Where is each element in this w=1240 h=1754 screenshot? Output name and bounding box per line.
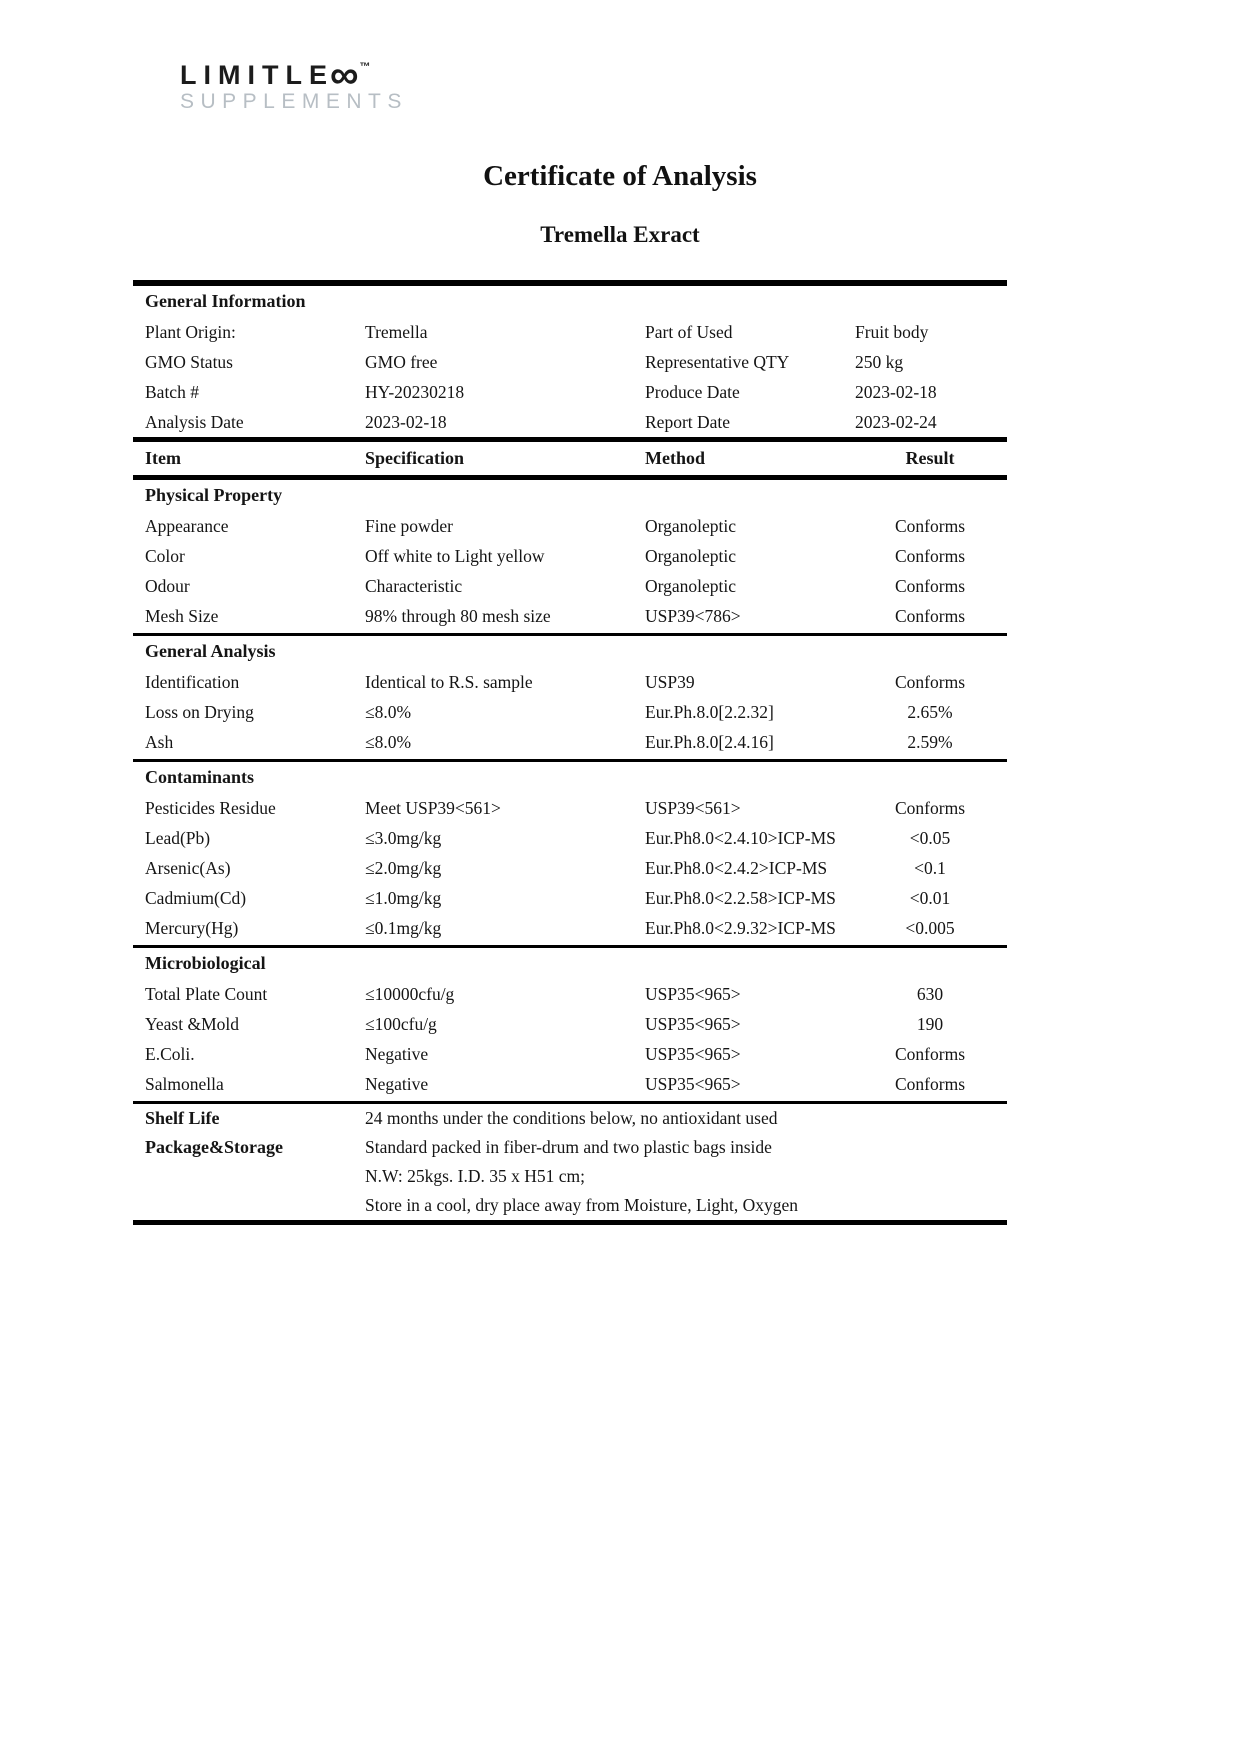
cell-result: <0.1 — [914, 858, 946, 878]
section-heading: General Analysis — [145, 641, 276, 661]
cell-specification: Meet USP39<561> — [365, 798, 501, 818]
cell-item: Yeast &Mold — [145, 1014, 240, 1034]
trademark-symbol: ™ — [359, 61, 371, 73]
info-value: 2023-02-18 — [855, 382, 937, 402]
footer-text: Store in a cool, dry place away from Moisture, Light, Oxygen — [365, 1195, 799, 1215]
cell-result: 2.65% — [907, 702, 953, 722]
info-value: Tremella — [365, 322, 428, 342]
cell-item: Color — [145, 546, 185, 566]
cell-method: Eur.Ph8.0<2.9.32>ICP-MS — [645, 918, 836, 938]
cell-specification: Identical to R.S. sample — [365, 672, 533, 692]
coa-table — [133, 280, 1007, 1225]
analysis-section — [133, 636, 1007, 759]
cell-specification: ≤3.0mg/kg — [365, 828, 442, 848]
info-label: Representative QTY — [645, 352, 790, 372]
analysis-section — [133, 762, 1007, 945]
cell-method: Eur.Ph.8.0[2.2.32] — [645, 702, 774, 722]
general-info-heading: General Information — [145, 291, 306, 311]
general-info-row — [133, 317, 1007, 347]
info-value: 2023-02-18 — [365, 412, 447, 432]
info-label: Batch # — [145, 382, 199, 402]
cell-result: Conforms — [895, 606, 965, 626]
analysis-section — [133, 480, 1007, 633]
cell-item: Ash — [145, 732, 174, 752]
document-title: Certificate of Analysis — [483, 160, 757, 192]
bottom-divider — [133, 1220, 1007, 1225]
info-label: Produce Date — [645, 382, 740, 402]
cell-specification: 98% through 80 mesh size — [365, 606, 551, 626]
info-value: 2023-02-24 — [855, 412, 937, 432]
table-row — [133, 853, 1007, 883]
info-value: Fruit body — [855, 322, 929, 342]
cell-result: Conforms — [895, 516, 965, 536]
cell-item: Pesticides Residue — [145, 798, 276, 818]
cell-result: Conforms — [895, 798, 965, 818]
cell-specification: ≤8.0% — [365, 732, 412, 752]
cell-method: USP39<561> — [645, 798, 741, 818]
cell-item: Total Plate Count — [145, 984, 268, 1004]
cell-item: E.Coli. — [145, 1044, 195, 1064]
cell-result: Conforms — [895, 1044, 965, 1064]
info-value: GMO free — [365, 352, 438, 372]
infinity-icon: ∞ — [329, 53, 359, 97]
footer-row — [133, 1104, 1007, 1133]
cell-method: USP39<786> — [645, 606, 741, 626]
product-name: Tremella Exract — [540, 222, 700, 247]
cell-method: USP35<965> — [645, 1074, 741, 1094]
footer-row — [133, 1191, 1007, 1220]
table-row — [133, 793, 1007, 823]
logo-brand-text: LIMITLE — [180, 60, 334, 90]
cell-specification: ≤100cfu/g — [365, 1014, 437, 1034]
table-column-header — [133, 442, 1007, 475]
general-info-row — [133, 347, 1007, 377]
section-heading: Physical Property — [145, 485, 283, 505]
table-row — [133, 727, 1007, 757]
cell-specification: ≤0.1mg/kg — [365, 918, 442, 938]
cell-specification: ≤2.0mg/kg — [365, 858, 442, 878]
footer-text: Standard packed in fiber-drum and two plastic bags inside — [365, 1137, 772, 1157]
cell-specification: ≤8.0% — [365, 702, 412, 722]
cell-result: Conforms — [895, 672, 965, 692]
info-label: Part of Used — [645, 322, 733, 342]
cell-item: Identification — [145, 672, 240, 692]
section-heading: Contaminants — [145, 767, 255, 787]
cell-method: Eur.Ph.8.0[2.4.16] — [645, 732, 774, 752]
table-row — [133, 511, 1007, 541]
cell-item: Arsenic(As) — [145, 858, 231, 878]
section-heading: Microbiological — [145, 953, 266, 973]
footer-label — [133, 1191, 365, 1220]
info-value: HY-20230218 — [365, 382, 465, 402]
footer-label — [133, 1162, 365, 1191]
footer-row — [133, 1162, 1007, 1191]
general-info-row — [133, 377, 1007, 407]
info-label: Plant Origin: — [145, 322, 236, 342]
footer-text: 24 months under the conditions below, no antioxidant used — [365, 1108, 778, 1128]
table-row — [133, 823, 1007, 853]
logo — [180, 52, 1240, 113]
cell-result: 190 — [916, 1014, 944, 1034]
cell-specification: Off white to Light yellow — [365, 546, 545, 566]
cell-method: USP35<965> — [645, 1014, 741, 1034]
cell-item: Cadmium(Cd) — [145, 888, 247, 908]
footer-label: Shelf Life — [145, 1108, 220, 1128]
footer-rows — [133, 1104, 1007, 1220]
cell-method: USP35<965> — [645, 1044, 741, 1064]
cell-result: <0.01 — [909, 888, 951, 908]
cell-method: Eur.Ph8.0<2.2.58>ICP-MS — [645, 888, 836, 908]
footer-label: Package&Storage — [145, 1137, 283, 1157]
table-row — [133, 601, 1007, 631]
table-row — [133, 697, 1007, 727]
logo-wordmark — [180, 52, 1240, 97]
table-row — [133, 667, 1007, 697]
cell-method: Organoleptic — [645, 516, 737, 536]
table-row — [133, 883, 1007, 913]
cell-specification: Fine powder — [365, 516, 453, 536]
cell-specification: Characteristic — [365, 576, 463, 596]
table-row — [133, 571, 1007, 601]
cell-specification: ≤10000cfu/g — [365, 984, 455, 1004]
footer-text: N.W: 25kgs. I.D. 35 x H51 cm; — [365, 1166, 586, 1186]
cell-result: Conforms — [895, 1074, 965, 1094]
table-row — [133, 541, 1007, 571]
cell-item: Appearance — [145, 516, 229, 536]
column-item: Item — [145, 448, 181, 468]
general-info-rows — [133, 317, 1007, 437]
cell-specification: Negative — [365, 1074, 429, 1094]
table-row — [133, 979, 1007, 1009]
cell-method: USP35<965> — [645, 984, 741, 1004]
logo-subtitle: SUPPLEMENTS — [180, 90, 408, 113]
cell-item: Loss on Drying — [145, 702, 254, 722]
cell-result: 2.59% — [907, 732, 953, 752]
table-row — [133, 1069, 1007, 1099]
info-label: GMO Status — [145, 352, 233, 372]
cell-method: USP39 — [645, 672, 695, 692]
cell-item: Salmonella — [145, 1074, 224, 1094]
cell-method: Organoleptic — [645, 546, 737, 566]
column-result: Result — [905, 448, 955, 468]
cell-specification: Negative — [365, 1044, 429, 1064]
analysis-section — [133, 948, 1007, 1101]
general-info-row — [133, 407, 1007, 437]
cell-method: Eur.Ph8.0<2.4.2>ICP-MS — [645, 858, 828, 878]
column-specification: Specification — [365, 448, 464, 468]
cell-item: Mercury(Hg) — [145, 918, 239, 938]
cell-item: Mesh Size — [145, 606, 219, 626]
analysis-sections — [133, 480, 1007, 1104]
footer-row — [133, 1133, 1007, 1162]
cell-result: 630 — [916, 984, 944, 1004]
cell-result: Conforms — [895, 546, 965, 566]
info-value: 250 kg — [855, 352, 904, 372]
cell-result: Conforms — [895, 576, 965, 596]
cell-specification: ≤1.0mg/kg — [365, 888, 442, 908]
info-label: Analysis Date — [145, 412, 244, 432]
cell-result: <0.05 — [909, 828, 951, 848]
table-row — [133, 1009, 1007, 1039]
cell-result: <0.005 — [905, 918, 955, 938]
table-row — [133, 913, 1007, 943]
column-method: Method — [645, 448, 705, 468]
cell-method: Organoleptic — [645, 576, 737, 596]
cell-method: Eur.Ph8.0<2.4.10>ICP-MS — [645, 828, 836, 848]
cell-item: Odour — [145, 576, 190, 596]
info-label: Report Date — [645, 412, 731, 432]
table-row — [133, 1039, 1007, 1069]
cell-item: Lead(Pb) — [145, 828, 211, 848]
